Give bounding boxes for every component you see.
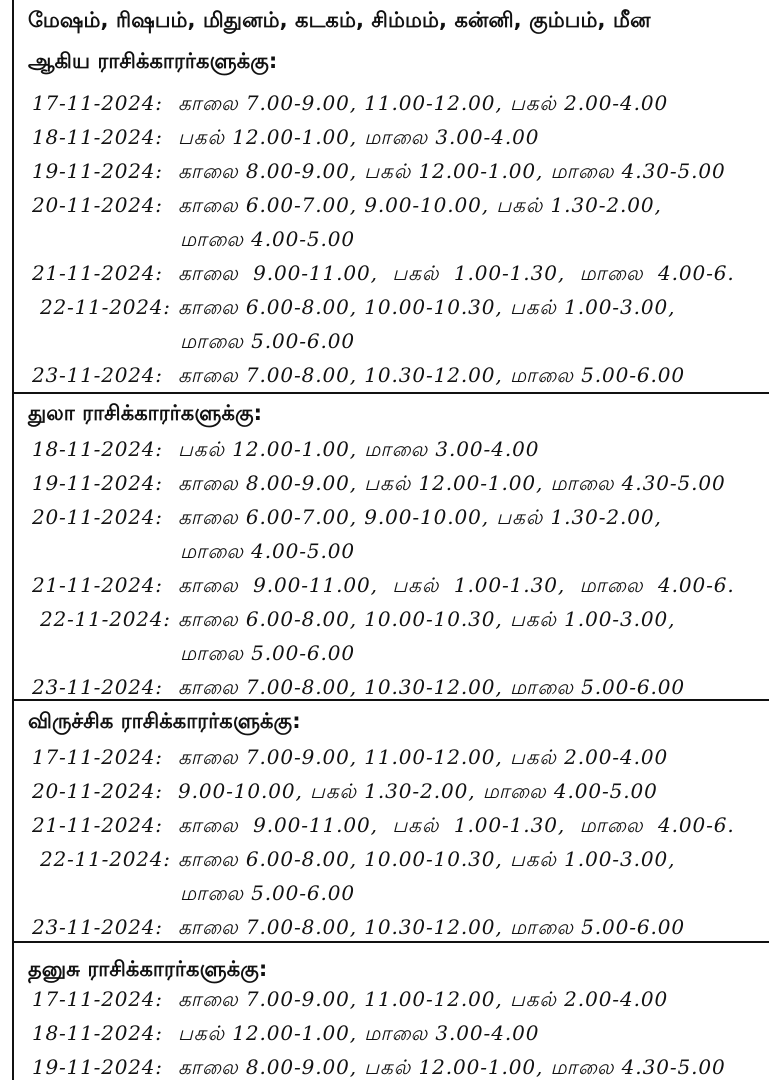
- row-continuation: மாலை 4.00-5.00: [180, 539, 356, 563]
- row-times: காலை 7.00-9.00, 11.00-12.00, பகல் 2.00-4.00: [178, 987, 669, 1011]
- row-times: காலை 7.00-9.00, 11.00-12.00, பகல் 2.00-4.00: [178, 91, 669, 115]
- row-date: 20-11-2024:: [32, 779, 163, 803]
- row-times: பகல் 12.00-1.00, மாலை 3.00-4.00: [178, 1021, 540, 1045]
- row-date: 18-11-2024:: [32, 437, 163, 461]
- section-thanusu: [12, 941, 769, 1080]
- section-viruchiga: [12, 699, 769, 940]
- row-times: காலை 6.00-8.00, 10.00-10.30, பகல் 1.00-3.00,: [178, 295, 676, 319]
- section-heading-line: துலா ராசிக்காரர்களுக்கு:: [28, 401, 263, 425]
- time-row: [32, 435, 539, 463]
- row-times: காலை 7.00-8.00, 10.30-12.00, மாலை 5.00-6.00: [178, 675, 685, 699]
- row-times: காலை 8.00-9.00, பகல் 12.00-1.00, மாலை 4.30-5.00: [178, 471, 726, 495]
- row-times: காலை 6.00-7.00, 9.00-10.00, பகல் 1.30-2.00,: [178, 505, 662, 529]
- time-row: [32, 191, 662, 219]
- time-row: [32, 811, 735, 839]
- row-times: காலை 6.00-8.00, 10.00-10.30, பகல் 1.00-3.00,: [178, 847, 676, 871]
- section-heading-line: ஆகிய ராசிக்காரர்களுக்கு:: [28, 49, 278, 73]
- row-date: 19-11-2024:: [32, 1055, 163, 1079]
- time-row: [32, 503, 662, 531]
- section-thula: [12, 392, 769, 699]
- time-row: [32, 157, 726, 185]
- row-date: 19-11-2024:: [32, 471, 163, 495]
- row-continuation: மாலை 5.00-6.00: [180, 881, 356, 905]
- time-row: [40, 293, 675, 321]
- row-date: 17-11-2024:: [32, 91, 163, 115]
- row-continuation: மாலை 4.00-5.00: [180, 227, 356, 251]
- time-row: [40, 845, 675, 873]
- row-date: 23-11-2024:: [32, 675, 163, 699]
- row-date: 20-11-2024:: [32, 505, 163, 529]
- time-row: [32, 1053, 726, 1080]
- row-date: 19-11-2024:: [32, 159, 163, 183]
- time-row: [32, 259, 735, 287]
- row-date: 23-11-2024:: [32, 363, 163, 387]
- row-times: காலை 9.00-11.00, பகல் 1.00-1.30, மாலை 4.00-6.: [178, 813, 735, 837]
- row-date: 22-11-2024:: [40, 607, 171, 631]
- row-date: 20-11-2024:: [32, 193, 163, 217]
- section-heading-line: தனுசு ராசிக்காரர்களுக்கு:: [28, 957, 268, 981]
- row-times: காலை 8.00-9.00, பகல் 12.00-1.00, மாலை 4.30-5.00: [178, 159, 726, 183]
- time-row: [32, 777, 658, 805]
- row-times: பகல் 12.00-1.00, மாலை 3.00-4.00: [178, 125, 540, 149]
- time-row: [32, 743, 668, 771]
- row-times: காலை 8.00-9.00, பகல் 12.00-1.00, மாலை 4.30-5.00: [178, 1055, 726, 1079]
- row-date: 17-11-2024:: [32, 987, 163, 1011]
- row-date: 18-11-2024:: [32, 1021, 163, 1045]
- row-times: காலை 7.00-9.00, 11.00-12.00, பகல் 2.00-4.00: [178, 745, 669, 769]
- time-row: [32, 89, 668, 117]
- time-row: [32, 469, 726, 497]
- row-date: 17-11-2024:: [32, 745, 163, 769]
- row-times: காலை 9.00-11.00, பகல் 1.00-1.30, மாலை 4.00-6.: [178, 261, 735, 285]
- row-continuation: மாலை 5.00-6.00: [180, 641, 356, 665]
- row-times: காலை 6.00-8.00, 10.00-10.30, பகல் 1.00-3.00,: [178, 607, 676, 631]
- time-row: [32, 571, 735, 599]
- row-date: 23-11-2024:: [32, 915, 163, 939]
- row-date: 21-11-2024:: [32, 813, 163, 837]
- time-row: [32, 673, 685, 701]
- row-times: காலை 7.00-8.00, 10.30-12.00, மாலை 5.00-6.00: [178, 363, 685, 387]
- time-row: [32, 123, 539, 151]
- row-date: 18-11-2024:: [32, 125, 163, 149]
- time-row: [32, 985, 668, 1013]
- section-mesham-group: [12, 0, 769, 385]
- section-heading-line: விருச்சிக ராசிக்காரர்களுக்கு:: [28, 709, 301, 733]
- row-date: 21-11-2024:: [32, 261, 163, 285]
- section-heading-line: மேஷம், ரிஷபம், மிதுனம், கடகம், சிம்மம், கன்னி, கும்பம், மீன: [28, 8, 651, 32]
- row-times: 9.00-10.00, பகல் 1.30-2.00, மாலை 4.00-5.00: [178, 779, 658, 803]
- row-date: 22-11-2024:: [40, 295, 171, 319]
- row-date: 22-11-2024:: [40, 847, 171, 871]
- row-times: காலை 7.00-8.00, 10.30-12.00, மாலை 5.00-6.00: [178, 915, 685, 939]
- time-row: [40, 605, 675, 633]
- row-times: காலை 6.00-7.00, 9.00-10.00, பகல் 1.30-2.00,: [178, 193, 662, 217]
- time-row: [32, 913, 685, 941]
- row-continuation: மாலை 5.00-6.00: [180, 329, 356, 353]
- time-row: [32, 1019, 539, 1047]
- row-times: பகல் 12.00-1.00, மாலை 3.00-4.00: [178, 437, 540, 461]
- row-times: காலை 9.00-11.00, பகல் 1.00-1.30, மாலை 4.00-6.: [178, 573, 735, 597]
- time-row: [32, 361, 685, 389]
- row-date: 21-11-2024:: [32, 573, 163, 597]
